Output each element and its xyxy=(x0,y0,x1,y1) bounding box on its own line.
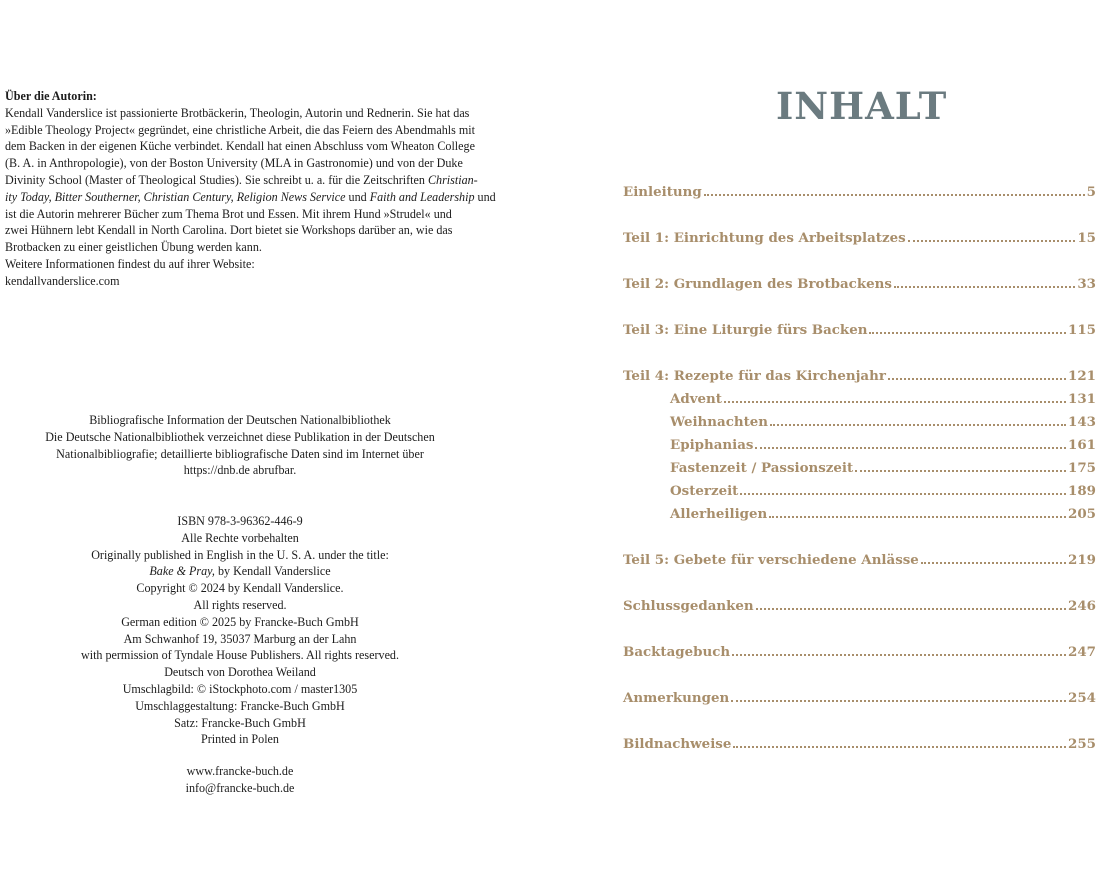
about-line: zwei Hühnern lebt Kendall in North Carolina. Dort bietet sie Workshops darüber an, wie das xyxy=(5,223,453,238)
toc-entry xyxy=(623,552,1096,574)
bib-line: Bibliografische Information der Deutschen Nationalbibliothek xyxy=(89,413,391,427)
toc-entry-title: Fastenzeit / Passionszeit xyxy=(670,460,854,476)
toc-entry-page: 175 xyxy=(1068,460,1096,476)
toc-entry-page: 5 xyxy=(1086,184,1096,200)
toc-entry-title: Advent xyxy=(670,391,722,407)
toc-entry xyxy=(623,736,1096,758)
toc-entry-page: 246 xyxy=(1068,598,1096,614)
toc-leader-dots xyxy=(755,447,1066,449)
toc-entry-title: Teil 1: Einrichtung des Arbeitsplatzes xyxy=(623,230,906,246)
permission: with permission of Tyndale House Publishers. All rights reserved. xyxy=(80,648,400,663)
toc-entry-title: Schlussgedanken xyxy=(623,598,754,614)
toc-leader-dots xyxy=(732,654,1066,656)
toc-entry-page: 219 xyxy=(1068,552,1096,568)
all-rights: All rights reserved. xyxy=(193,597,287,612)
cover-image-credit: Umschlagbild: © iStockphoto.com / master1305 xyxy=(122,681,358,696)
toc-entry-page: 143 xyxy=(1068,414,1096,430)
original-title: Bake & Pray, xyxy=(149,564,215,579)
imprint xyxy=(0,513,480,748)
toc-entry-page: 161 xyxy=(1068,437,1096,453)
toc-entry-title: Backtagebuch xyxy=(623,644,731,660)
about-line-text: Divinity School (Master of Theological Studies). Sie schreibt u. a. für die Zeitschriften xyxy=(5,172,428,187)
toc-subentry xyxy=(670,391,1096,413)
toc-entry-title: Teil 3: Eine Liturgie fürs Backen xyxy=(623,322,868,338)
toc-entry-title: Allerheiligen xyxy=(670,506,768,522)
toc-leader-dots xyxy=(770,424,1066,426)
magazine-list: ity Today, Bitter Southerner, Christian Century, Religion News Service xyxy=(5,189,346,204)
about-line: ist die Autorin mehrerer Bücher zum Thema Brot und Essen. Mit ihrem Hund »Strudel« und xyxy=(5,206,452,221)
toc-entry-title: Einleitung xyxy=(623,184,702,200)
and-text: und xyxy=(345,189,370,204)
toc-entry-page: 255 xyxy=(1068,736,1096,752)
toc-entry xyxy=(623,598,1096,620)
publisher-contact xyxy=(0,763,480,797)
toc-subentry xyxy=(670,437,1096,459)
about-line xyxy=(5,172,478,189)
german-edition: German edition © 2025 by Francke-Buch GmbH xyxy=(121,614,359,629)
toc-entry-title: Osterzeit xyxy=(670,483,739,499)
about-line: dem Backen in der eigenen Küche verbindet. Kendall hat einen Abschluss vom Wheaton College xyxy=(5,139,475,154)
toc-subentry xyxy=(670,483,1096,505)
toc-entry-page: 115 xyxy=(1068,322,1096,338)
about-author xyxy=(5,88,496,290)
and-tail: und xyxy=(474,189,496,204)
bib-line: Die Deutsche Nationalbibliothek verzeichnet diese Publikation in der Deutschen xyxy=(45,429,435,444)
toc-entry-title: Bildnachweise xyxy=(623,736,732,752)
toc-entry-title: Weihnachten xyxy=(670,414,769,430)
author-website: kendallvanderslice.com xyxy=(5,273,120,288)
about-line: Brotbacken zu einer geistlichen Übung werden kann. xyxy=(5,240,262,255)
toc-entry xyxy=(623,322,1096,344)
toc-entry-title: Epiphanias xyxy=(670,437,754,453)
about-line xyxy=(5,189,496,206)
toc-leader-dots xyxy=(733,746,1066,748)
toc-leader-dots xyxy=(731,700,1066,702)
toc-entry xyxy=(623,368,1096,390)
about-line: »Edible Theology Project« gegründet, eine christliche Arbeit, die das Feiern des Abendmahls mit xyxy=(5,122,475,137)
toc-leader-dots xyxy=(908,240,1076,242)
rights: Alle Rechte vorbehalten xyxy=(181,530,299,545)
toc-entry-page: 33 xyxy=(1077,276,1096,292)
more-info: Weitere Informationen findest du auf ihrer Website: xyxy=(5,256,255,271)
toc-subentry xyxy=(670,460,1096,482)
toc-entry-page: 189 xyxy=(1068,483,1096,499)
toc-entry-title: Anmerkungen xyxy=(623,690,730,706)
toc-entry-title: Teil 2: Grundlagen des Brotbackens xyxy=(623,276,892,292)
cover-design-credit: Umschlaggestaltung: Francke-Buch GmbH xyxy=(135,698,345,713)
toc-entry-page: 131 xyxy=(1068,391,1096,407)
toc-leader-dots xyxy=(894,286,1075,288)
typesetting-credit: Satz: Francke-Buch GmbH xyxy=(174,715,306,730)
toc-leader-dots xyxy=(724,401,1066,403)
toc-entry-page: 121 xyxy=(1068,368,1096,384)
toc-leader-dots xyxy=(921,562,1066,564)
magazine-last: Faith and Leadership xyxy=(369,189,475,204)
toc-entry xyxy=(623,230,1096,252)
about-line: (B. A. in Anthropologie), von der Boston University (MLA in Gastronomie) und von der Duke xyxy=(5,156,463,171)
toc-entry-title: Teil 5: Gebete für verschiedene Anlässe xyxy=(623,552,919,568)
toc-leader-dots xyxy=(740,493,1066,495)
about-heading: Über die Autorin: xyxy=(5,89,97,103)
toc-title: INHALT xyxy=(776,84,948,128)
toc-leader-dots xyxy=(888,378,1066,380)
toc-leader-dots xyxy=(869,332,1066,334)
toc-entry-title: Teil 4: Rezepte für das Kirchenjahr xyxy=(623,368,886,384)
toc-leader-dots xyxy=(704,194,1085,196)
toc-subentry xyxy=(670,414,1096,436)
toc-entry-page: 15 xyxy=(1077,230,1096,246)
toc-leader-dots xyxy=(769,516,1066,518)
original-author: by Kendall Vanderslice xyxy=(214,564,331,579)
toc-leader-dots xyxy=(855,470,1066,472)
toc-entry-page: 254 xyxy=(1068,690,1096,706)
right-page xyxy=(540,0,1100,880)
bib-line: Nationalbibliografie; detaillierte bibliografische Daten sind im Internet über xyxy=(56,446,424,461)
toc-entry xyxy=(623,690,1096,712)
about-line: Kendall Vanderslice ist passionierte Brotbäckerin, Theologin, Autorin und Rednerin. Sie hat das xyxy=(5,105,470,120)
toc-entry xyxy=(623,644,1096,666)
toc-leader-dots xyxy=(756,608,1066,610)
bibliographic-info xyxy=(0,412,480,479)
translator: Deutsch von Dorothea Weiland xyxy=(164,665,316,680)
toc-entry-page: 247 xyxy=(1068,644,1096,660)
toc-subentry xyxy=(670,506,1096,528)
printed-in: Printed in Polen xyxy=(201,732,279,747)
bib-line: https://dnb.de abrufbar. xyxy=(183,463,297,478)
publisher-email: info@francke-buch.de xyxy=(185,780,295,795)
magazine-start: Christian- xyxy=(427,172,478,187)
publisher-address: Am Schwanhof 19, 35037 Marburg an der Lahn xyxy=(123,631,357,646)
left-page xyxy=(0,0,530,880)
toc-entry xyxy=(623,184,1096,206)
toc-entry-page: 205 xyxy=(1068,506,1096,522)
toc-entry xyxy=(623,276,1096,298)
isbn: ISBN 978-3-96362-446-9 xyxy=(177,514,303,528)
original-publication: Originally published in English in the U. S. A. under the title: xyxy=(91,547,389,562)
publisher-website: www.francke-buch.de xyxy=(186,764,294,778)
copyright: Copyright © 2024 by Kendall Vanderslice. xyxy=(136,581,344,596)
original-title-line xyxy=(0,563,480,580)
